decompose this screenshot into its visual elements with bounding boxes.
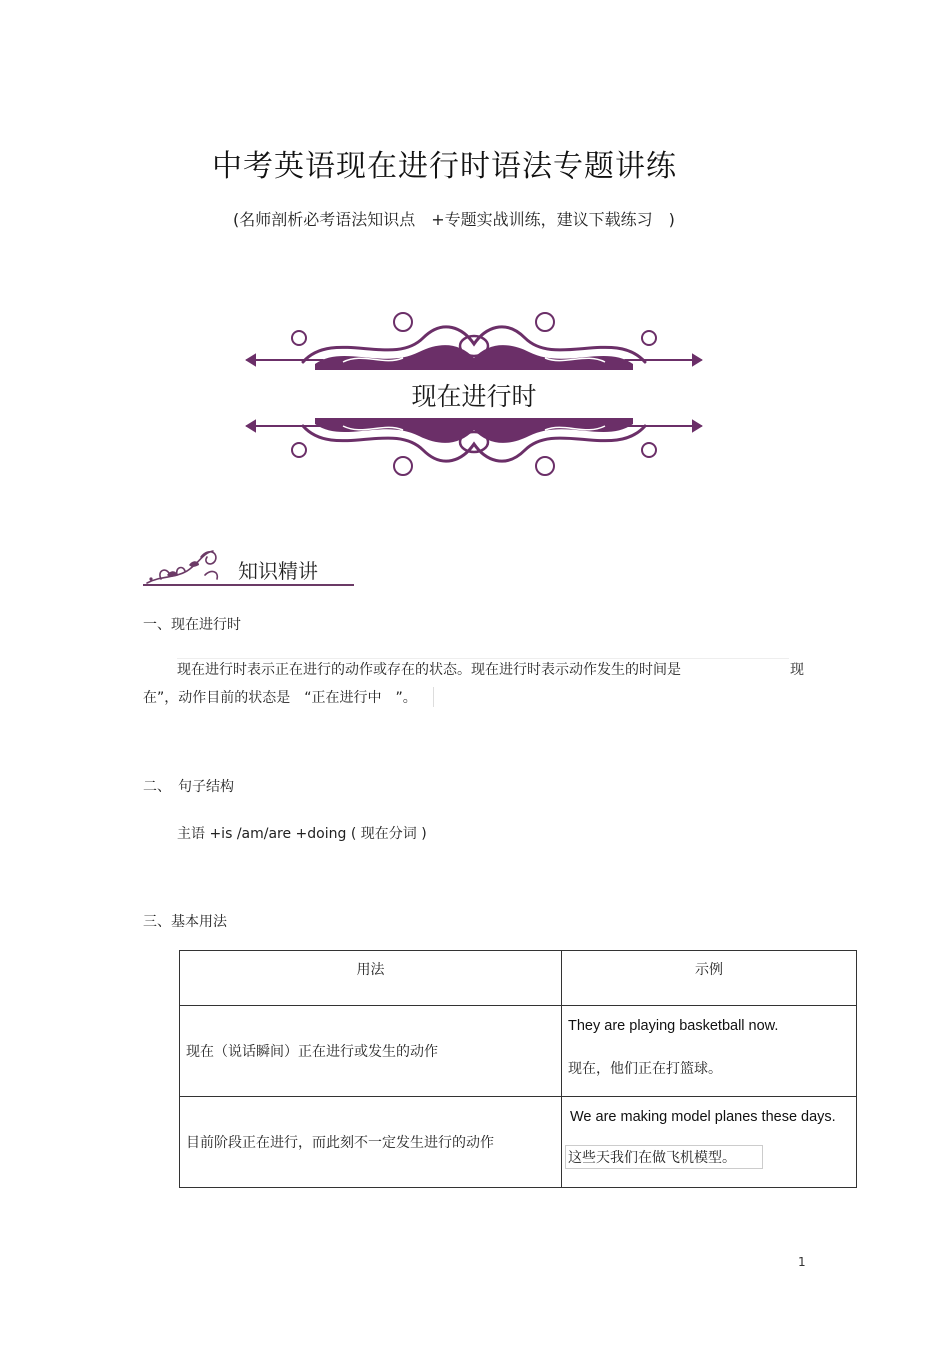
vine-ornament-icon <box>143 545 221 587</box>
banner-title: 现在进行时 <box>411 382 537 411</box>
usage-cell: 现在（说话瞬间）正在进行或发生的动作 <box>180 1006 562 1097</box>
column-header-usage: 用法 <box>180 951 562 1006</box>
paragraph-line-2: 在”，动作目前的状态是 “正在进行中 ”。 <box>143 687 434 707</box>
paragraph-line-1: 现在进行时表示正在进行的动作或存在的状态。现在进行时表示动作发生的时间是 <box>177 658 789 679</box>
example-cell <box>562 1097 857 1188</box>
section-label: 知识精讲 <box>238 559 318 583</box>
table-row <box>180 1006 857 1097</box>
example-chinese: 这些天我们在做飞机模型。 <box>565 1145 763 1169</box>
table-row <box>180 1097 857 1188</box>
document-title: 中考英语现在进行时语法专题讲练 <box>212 149 677 184</box>
section-heading-2: 二、 句子结构 <box>143 779 234 795</box>
paragraph-line-1-end: 现 <box>790 662 804 678</box>
usage-cell: 目前阶段正在进行，而此刻不一定发生进行的动作 <box>180 1097 562 1188</box>
usage-table <box>179 950 857 1188</box>
example-english: We are making model planes these days. <box>570 1109 836 1125</box>
page-number: 1 <box>798 1255 806 1269</box>
document-subtitle: (名师剖析必考语法知识点 +专题实战训练，建议下载练习 ) <box>233 210 675 229</box>
example-english: They are playing basketball now. <box>568 1018 779 1034</box>
structure-formula: 主语 +is /am/are +doing ( 现在分词 ) <box>177 826 427 842</box>
column-header-example: 示例 <box>562 951 857 1006</box>
section-underline <box>143 584 354 586</box>
example-chinese: 现在，他们正在打篮球。 <box>568 1061 722 1077</box>
section-heading-1: 一、现在进行时 <box>143 617 241 633</box>
example-cell <box>562 1006 857 1097</box>
section-heading-3: 三、基本用法 <box>143 914 227 930</box>
table-header-row <box>180 951 857 1006</box>
